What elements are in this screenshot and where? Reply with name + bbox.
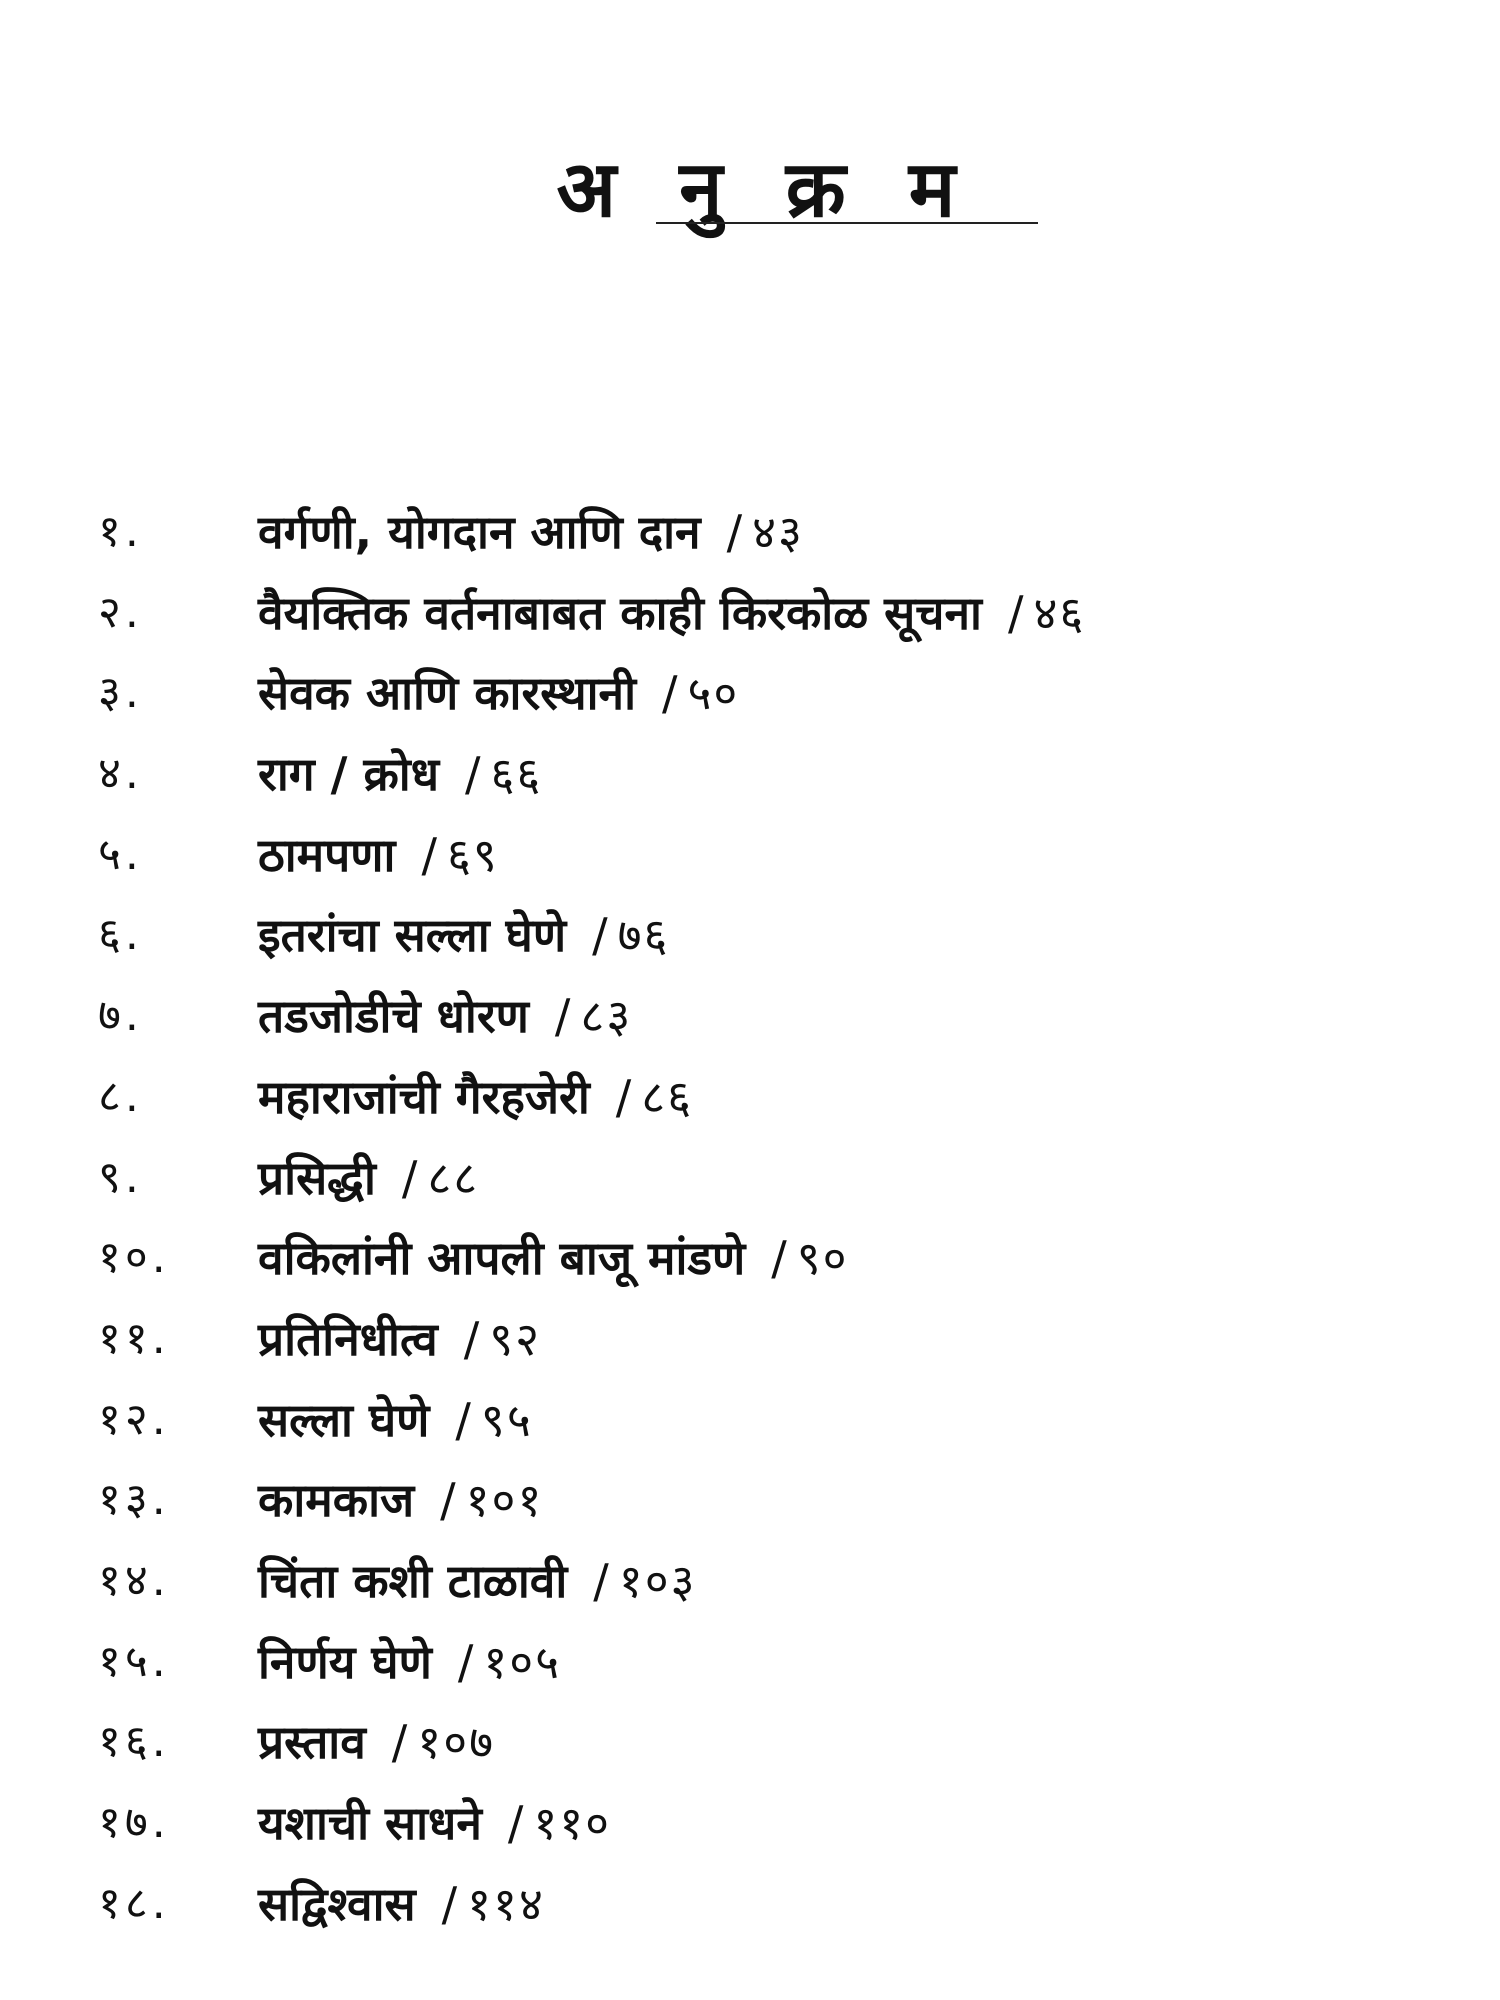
table-of-contents — [0, 496, 1500, 1948]
toc-entry-separator: / — [592, 908, 608, 963]
toc-entry-separator: / — [441, 1876, 458, 1931]
toc-entry-page-number: ६६ — [490, 747, 543, 802]
toc-entry-line — [258, 1222, 849, 1294]
toc-entry-title: वर्गणी, योगदान आणि दान — [258, 505, 701, 559]
toc-entry-title: प्रसिद्धी — [258, 1150, 376, 1205]
toc-entry-line — [258, 899, 669, 971]
toc-entry-line — [258, 1464, 543, 1536]
toc-entry-separator: / — [593, 1553, 609, 1608]
toc-entry-separator: / — [726, 505, 743, 559]
toc-entry-line — [258, 657, 739, 729]
toc-entry-line — [258, 1706, 495, 1778]
toc-entry-page-number: ८३ — [580, 989, 633, 1044]
toc-entry-page-number: १०३ — [618, 1553, 697, 1608]
toc-entry-page-number: १०५ — [483, 1634, 562, 1689]
toc-entry-line — [258, 819, 499, 891]
toc-entry-line — [258, 1061, 693, 1133]
toc-entry-line — [258, 1142, 479, 1214]
toc-entry-separator: / — [465, 747, 481, 802]
toc-entry — [0, 496, 1500, 577]
toc-entry-page-number: ८८ — [427, 1150, 480, 1205]
toc-entry-line — [258, 1384, 533, 1456]
toc-entry — [0, 1061, 1500, 1142]
toc-entry-page-number: ९२ — [489, 1311, 542, 1366]
toc-entry-line — [258, 980, 632, 1052]
toc-entry-page-number: १०७ — [417, 1715, 496, 1770]
toc-entry — [0, 1384, 1500, 1465]
toc-entry — [0, 738, 1500, 819]
toc-entry-separator: / — [455, 1392, 471, 1447]
toc-entry-page-number: ४३ — [752, 505, 804, 559]
toc-entry-line — [258, 496, 804, 568]
toc-entry-number: १२. — [98, 1393, 170, 1445]
toc-entry — [0, 819, 1500, 900]
toc-entry-line — [258, 738, 542, 810]
toc-entry-title: इतरांचा सल्ला घेणे — [258, 908, 567, 963]
toc-entry-line — [258, 1868, 545, 1940]
toc-entry-separator: / — [463, 1311, 480, 1366]
toc-entry-separator: / — [391, 1715, 408, 1770]
toc-entry-separator: / — [421, 827, 437, 882]
toc-entry-number: ११. — [98, 1312, 170, 1364]
toc-entry — [0, 980, 1500, 1061]
toc-entry-page-number: ११४ — [467, 1876, 545, 1931]
toc-entry-title: सेवक आणि कारस्थानी — [258, 666, 636, 721]
toc-entry-number: १०. — [98, 1232, 170, 1284]
page-title: अ नु क्र म — [556, 145, 974, 236]
toc-entry-number: ७. — [98, 990, 143, 1042]
toc-entry-separator: / — [507, 1796, 524, 1850]
toc-entry-number: १६. — [98, 1716, 170, 1768]
toc-entry-title: ठामपणा — [258, 827, 396, 882]
toc-entry-number: ३. — [98, 667, 143, 719]
toc-entry-number: १३. — [98, 1474, 170, 1526]
toc-entry — [0, 1868, 1500, 1949]
toc-entry-separator: / — [440, 1473, 456, 1528]
toc-entry — [0, 1222, 1500, 1303]
toc-entry-line — [258, 1626, 561, 1698]
toc-entry-page-number: ७६ — [617, 908, 670, 963]
toc-entry-number: ५. — [98, 828, 143, 880]
toc-entry — [0, 1706, 1500, 1787]
toc-entry-number: १५. — [98, 1635, 170, 1687]
toc-entry-number: ८. — [98, 1070, 143, 1122]
toc-entry — [0, 577, 1500, 658]
toc-entry-number: २. — [98, 586, 143, 638]
toc-entry-number: ९. — [98, 1151, 143, 1203]
toc-entry-separator: / — [662, 666, 678, 721]
toc-entry-number: ४. — [98, 748, 143, 800]
toc-entry — [0, 1303, 1500, 1384]
toc-entry-title: तडजोडीचे धोरण — [258, 989, 529, 1044]
toc-entry-page-number: ९० — [796, 1231, 849, 1286]
toc-entry — [0, 1464, 1500, 1545]
toc-entry — [0, 657, 1500, 738]
toc-entry-title: कामकाज — [258, 1473, 415, 1528]
toc-entry-line — [258, 577, 1085, 649]
toc-entry-title: प्रस्ताव — [258, 1715, 366, 1770]
toc-entry-title: राग / क्रोध — [258, 747, 439, 802]
toc-entry-line — [258, 1787, 611, 1859]
toc-entry-title: महाराजांची गैरहजेरी — [258, 1069, 590, 1124]
toc-entry-number: १८. — [98, 1877, 170, 1929]
toc-entry-separator: / — [615, 1069, 632, 1124]
toc-entry-title: चिंता कशी टाळावी — [258, 1553, 568, 1608]
toc-entry-number: १७. — [98, 1797, 170, 1848]
toc-entry-title: सद्विश्वास — [258, 1876, 416, 1931]
toc-entry-page-number: ११० — [533, 1796, 612, 1850]
toc-entry-line — [258, 1303, 541, 1375]
toc-entry-separator: / — [1007, 585, 1024, 640]
toc-entry-separator: / — [771, 1231, 787, 1286]
toc-entry-page-number: ९५ — [480, 1392, 533, 1447]
toc-entry-title: वैयक्तिक वर्तनाबाबत काही किरकोळ सूचना — [258, 585, 982, 640]
toc-entry-number: ६. — [98, 909, 143, 961]
toc-entry — [0, 1545, 1500, 1626]
toc-entry-number: १. — [98, 506, 143, 557]
toc-entry — [0, 1626, 1500, 1707]
title-underline — [656, 222, 1038, 224]
toc-entry-separator: / — [401, 1150, 418, 1205]
toc-entry-separator: / — [457, 1634, 474, 1689]
toc-entry-title: सल्ला घेणे — [258, 1392, 430, 1447]
toc-entry-title: निर्णय घेणे — [258, 1634, 432, 1689]
toc-entry-page-number: ६९ — [446, 827, 499, 882]
toc-entry — [0, 899, 1500, 980]
toc-entry-number: १४. — [98, 1554, 170, 1606]
toc-entry-page-number: ४६ — [1033, 585, 1086, 640]
toc-entry-title: वकिलांनी आपली बाजू मांडणे — [258, 1231, 746, 1286]
toc-entry-title: यशाची साधने — [258, 1796, 482, 1850]
toc-entry-separator: / — [554, 989, 571, 1044]
toc-entry-page-number: १०१ — [465, 1473, 544, 1528]
toc-entry — [0, 1142, 1500, 1223]
toc-entry-page-number: ५० — [687, 666, 740, 721]
toc-entry-title: प्रतिनिधीत्व — [258, 1311, 438, 1366]
toc-entry-line — [258, 1545, 697, 1617]
toc-entry — [0, 1787, 1500, 1868]
toc-entry-page-number: ८६ — [641, 1069, 694, 1124]
